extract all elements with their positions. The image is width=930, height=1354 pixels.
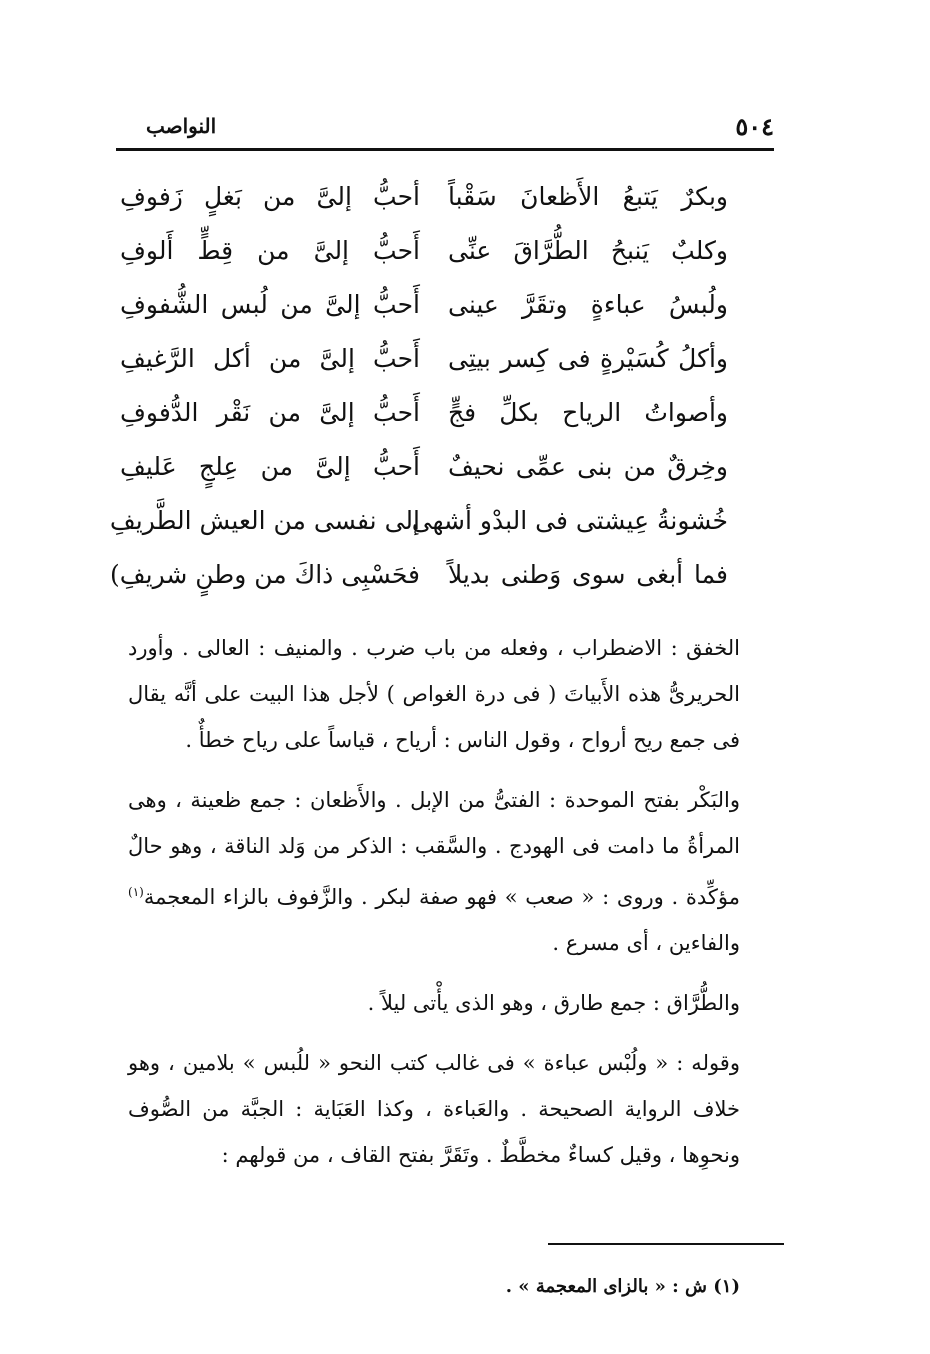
verse-first-hemistich: وخِرقٌ من بنى عمِّى نحيفٌ	[448, 452, 728, 481]
verse	[120, 170, 740, 224]
verse	[120, 440, 740, 494]
verse-first-hemistich: وبكرٌ يَتبعُ الأَظعانَ سَقْباً	[448, 182, 728, 211]
verse-first-hemistich: ولُبسُ عباءةٍ وتقَرَّ عينى	[448, 290, 728, 319]
verse-second-hemistich: أَحبُّ إلىَّ من أكل الرَّغيفِ	[120, 344, 420, 373]
running-title: النواصب	[146, 114, 217, 138]
verse	[120, 332, 740, 386]
footnote-marker: (١)	[128, 885, 144, 899]
poem	[109, 170, 740, 602]
verse	[120, 278, 740, 332]
header-rule	[116, 148, 774, 151]
commentary	[128, 625, 740, 1192]
verse-second-hemistich: أَحبُّ إلىَّ من عِلجٍ عَليفِ	[120, 452, 420, 481]
commentary-text: والفاءين ، أى مسرع .	[552, 931, 740, 955]
verse-first-hemistich: وكلبٌ يَنبحُ الطُّرَّاقَ عنِّى	[448, 236, 728, 265]
verse-first-hemistich: فما أبغى سوى وَطنى بديلاً	[448, 560, 728, 589]
verse	[110, 548, 740, 602]
commentary-paragraph: وقوله : « ولُبْس عباءة » فى غالب كتب النحو « للُبس » بلامين ، وهو خلاف الرواية الصحيحة . والعَباءة ، وكذا العَبَاية : الجبَّة من الصُّوف ونحوِها ، وقيل كساءٌ مخطَّطٌ . وتَقَرَّ بفتح القاف ، من قولهم :	[128, 1051, 740, 1167]
verse-first-hemistich: خُشونةُ عِيشتى فى البدْو أشهى	[411, 506, 728, 535]
verse-second-hemistich: فحَسْبِى ذاكَ من وطنٍ شريفِ)	[110, 560, 420, 589]
commentary-paragraph: والطُّرَّاق : جمع طارق ، وهو الذى يأْتى ليلاً .	[367, 991, 740, 1015]
verse-first-hemistich: وأصواتُ الرياح بكلِّ فجٍّ	[448, 398, 728, 427]
verse	[120, 386, 740, 440]
commentary-paragraph: الخفق : الاضطراب ، وفعله من باب ضرب . والمنيف : العالى . وأورد الحريرىُّ هذه الأَبياتَ ( فى درة الغواص ) لأجل هذا البيت على أنَّه يقال فى جمع ريح أرواح ، وقول الناس : أرياح ، قياساً على رياح خطأٌ .	[128, 636, 740, 752]
verse-first-hemistich: وأكلُ كُسَيْرةٍ فى كِسر بيتِى	[448, 344, 728, 373]
verse-second-hemistich: أَحبُّ إلىَّ من نَقْر الدُّفوفِ	[120, 398, 420, 427]
verse	[120, 224, 740, 278]
verse-second-hemistich: أَحبُّ إلىَّ من لُبس الشُّفوفِ	[120, 290, 420, 319]
commentary-paragraph	[128, 777, 740, 966]
page-number: ٥٠٤	[735, 112, 774, 141]
page-header	[116, 112, 774, 148]
verse-second-hemistich: أحبُّ إلىَّ من بَغلٍ زَفوفِ	[120, 182, 420, 211]
verse-second-hemistich: أَحبُّ إلىَّ من قِطٍّ أَلوفِ	[120, 236, 420, 265]
verse-second-hemistich: إلى نفسى من العيش الطَّريفِ	[109, 506, 420, 535]
verse	[109, 494, 740, 548]
commentary-text: والبَكْر بفتح الموحدة : الفتىُّ من الإبل . والأَظعان : جمع ظعينة ، وهى المرأةُ ما دامت فى الهودج . والسَّقب : الذكر من وَلد الناقة ، وهو حالٌ مؤكِّدة . وروى : « صعب » فهو صفة لبكر . والزَّفوف بالزاء المعجمة	[128, 788, 740, 909]
footnote-rule	[548, 1243, 784, 1245]
footnote: (١) ش : « بالزاى المعجمة » .	[505, 1276, 740, 1297]
